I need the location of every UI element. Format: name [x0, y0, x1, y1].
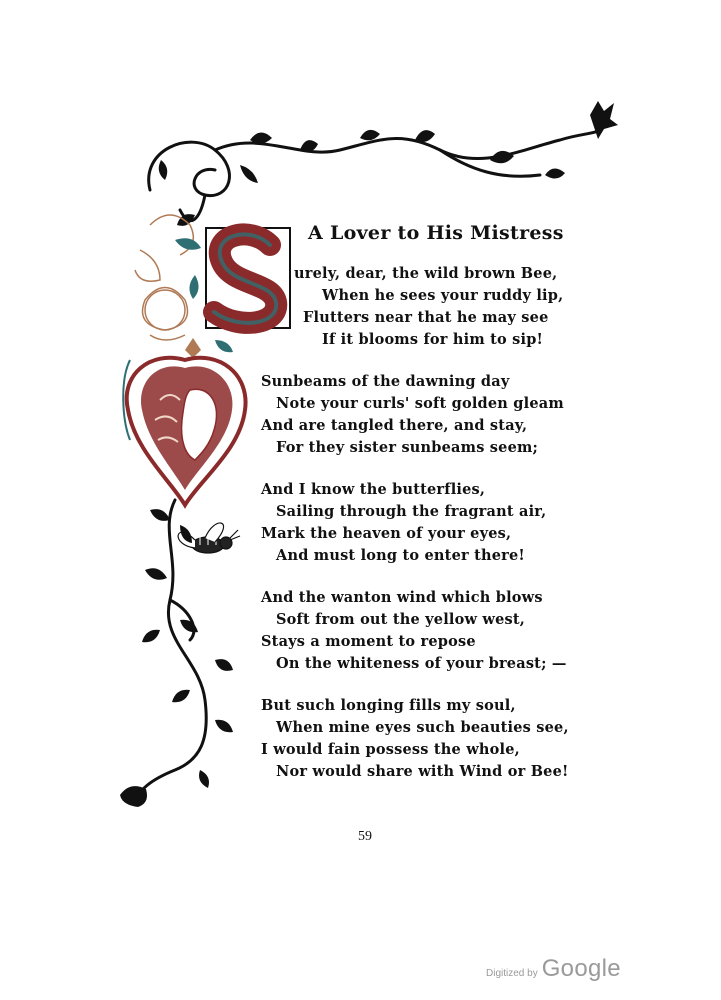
top-vine [149, 125, 605, 221]
heart-portrait [123, 338, 245, 505]
poem-line: When he sees your ruddy lip, [322, 287, 564, 304]
poem-line: And are tangled there, and stay, [261, 417, 528, 434]
poem-line: If it blooms for him to sip! [322, 331, 544, 348]
page-number: 59 [358, 829, 372, 844]
poem-line: Nor would share with Wind or Bee! [276, 763, 569, 780]
poem-line: Stays a moment to repose [261, 633, 476, 650]
flower [135, 215, 193, 340]
google-logo: Google [541, 955, 621, 982]
poem-line: Mark the heaven of your eyes, [261, 525, 512, 542]
poem-line: urely, dear, the wild brown Bee, [294, 265, 558, 282]
poem-line: Sailing through the fragrant air, [276, 503, 547, 520]
poem-line: Sunbeams of the dawning day [261, 373, 510, 390]
poem-line: I would fain possess the whole, [261, 741, 520, 758]
poem-title: A Lover to His Mistress [308, 222, 564, 244]
digitized-by-label: Digitized by [486, 968, 538, 979]
poem-line: But such longing fills my soul, [261, 697, 516, 714]
drop-cap-s [206, 228, 290, 328]
poem-line: On the whiteness of your breast; — [276, 655, 567, 672]
poem-line: Flutters near that he may see [303, 309, 549, 326]
poem-line: And must long to enter there! [276, 547, 525, 564]
poem-line: When mine eyes such beauties see, [276, 719, 569, 736]
poem-line: Soft from out the yellow west, [276, 611, 526, 628]
poem-line: And the wanton wind which blows [261, 589, 543, 606]
poem-line: And I know the butterflies, [261, 481, 486, 498]
poem-line: Note your curls' soft golden gleam [276, 395, 564, 412]
digitized-watermark [486, 955, 621, 983]
lower-vine-leaves [120, 509, 233, 807]
poem-line: For they sister sunbeams seem; [276, 439, 539, 456]
